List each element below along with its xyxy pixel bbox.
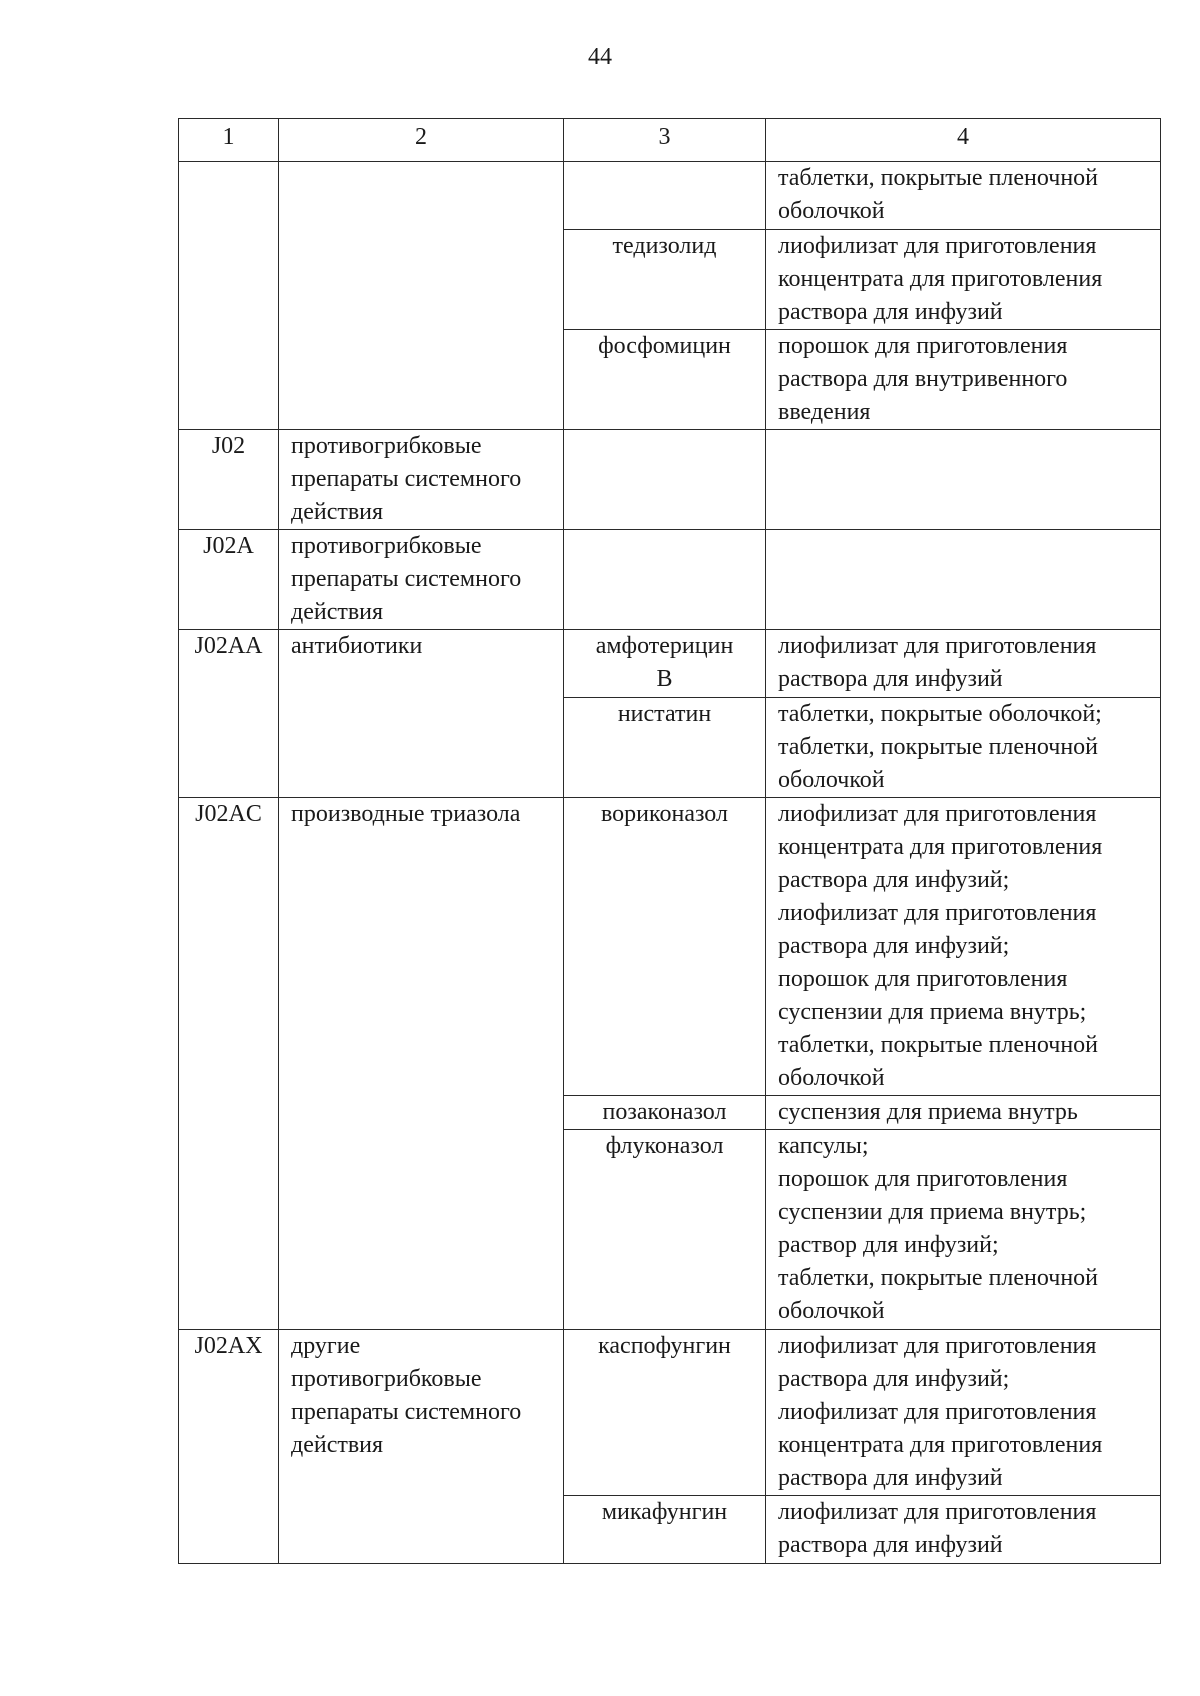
dosage-form-cell	[766, 430, 1161, 530]
drug-name-cell: вориконазол	[564, 798, 766, 1096]
table-header-row	[179, 119, 1161, 162]
drug-name-cell	[564, 162, 766, 230]
drug-name-cell: тедизолид	[564, 230, 766, 330]
dosage-form-cell: лиофилизат для приготовления концентрата для приготовления раствора для инфузий; лиофилизат для приготовления раствора для инфузий; порошок для приготовления суспензии для приема внутрь; таблетки, покрытые пленочной оболочкой	[766, 798, 1161, 1096]
drug-name-cell: нистатин	[564, 698, 766, 798]
table-row	[179, 1330, 1161, 1496]
drug-name-cell	[564, 530, 766, 630]
table-row	[179, 798, 1161, 1096]
atc-code-cell	[179, 162, 279, 430]
table-row	[179, 430, 1161, 530]
atc-code-cell: J02	[179, 430, 279, 530]
group-name-cell: другие противогрибковые препараты системного действия	[279, 1330, 564, 1564]
dosage-form-cell: таблетки, покрытые оболочкой; таблетки, покрытые пленочной оболочкой	[766, 698, 1161, 798]
table-row	[179, 630, 1161, 698]
group-name-cell: производные триазола	[279, 798, 564, 1330]
table-row	[179, 530, 1161, 630]
dosage-form-cell: капсулы; порошок для приготовления суспензии для приема внутрь; раствор для инфузий; таблетки, покрытые пленочной оболочкой	[766, 1130, 1161, 1330]
column-header-4: 4	[766, 119, 1161, 162]
drug-name-cell: позаконазол	[564, 1096, 766, 1130]
group-name-cell: противогрибковые препараты системного действия	[279, 430, 564, 530]
dosage-form-cell: порошок для приготовления раствора для внутривенного введения	[766, 330, 1161, 430]
drug-name-cell: микафунгин	[564, 1496, 766, 1564]
dosage-form-cell	[766, 530, 1161, 630]
dosage-form-cell: лиофилизат для приготовления раствора для инфузий	[766, 630, 1161, 698]
atc-code-cell: J02AC	[179, 798, 279, 1330]
drug-name-cell	[564, 430, 766, 530]
dosage-form-cell: лиофилизат для приготовления концентрата для приготовления раствора для инфузий	[766, 230, 1161, 330]
column-header-1: 1	[179, 119, 279, 162]
column-header-3: 3	[564, 119, 766, 162]
page-number: 44	[588, 44, 612, 70]
group-name-cell: антибиотики	[279, 630, 564, 798]
group-name-cell: противогрибковые препараты системного действия	[279, 530, 564, 630]
atc-code-cell: J02A	[179, 530, 279, 630]
dosage-form-cell: таблетки, покрытые пленочной оболочкой	[766, 162, 1161, 230]
dosage-form-cell: лиофилизат для приготовления раствора для инфузий; лиофилизат для приготовления концентрата для приготовления раствора для инфузий	[766, 1330, 1161, 1496]
table-row	[179, 162, 1161, 230]
dosage-form-cell: суспензия для приема внутрь	[766, 1096, 1161, 1130]
drug-classification-table	[178, 118, 1161, 1564]
drug-name-cell: каспофунгин	[564, 1330, 766, 1496]
column-header-2: 2	[279, 119, 564, 162]
drug-name-cell: флуконазол	[564, 1130, 766, 1330]
atc-code-cell: J02AA	[179, 630, 279, 798]
atc-code-cell: J02AX	[179, 1330, 279, 1564]
group-name-cell	[279, 162, 564, 430]
drug-name-cell: фосфомицин	[564, 330, 766, 430]
drug-name-cell: амфотерицин B	[564, 630, 766, 698]
dosage-form-cell: лиофилизат для приготовления раствора для инфузий	[766, 1496, 1161, 1564]
